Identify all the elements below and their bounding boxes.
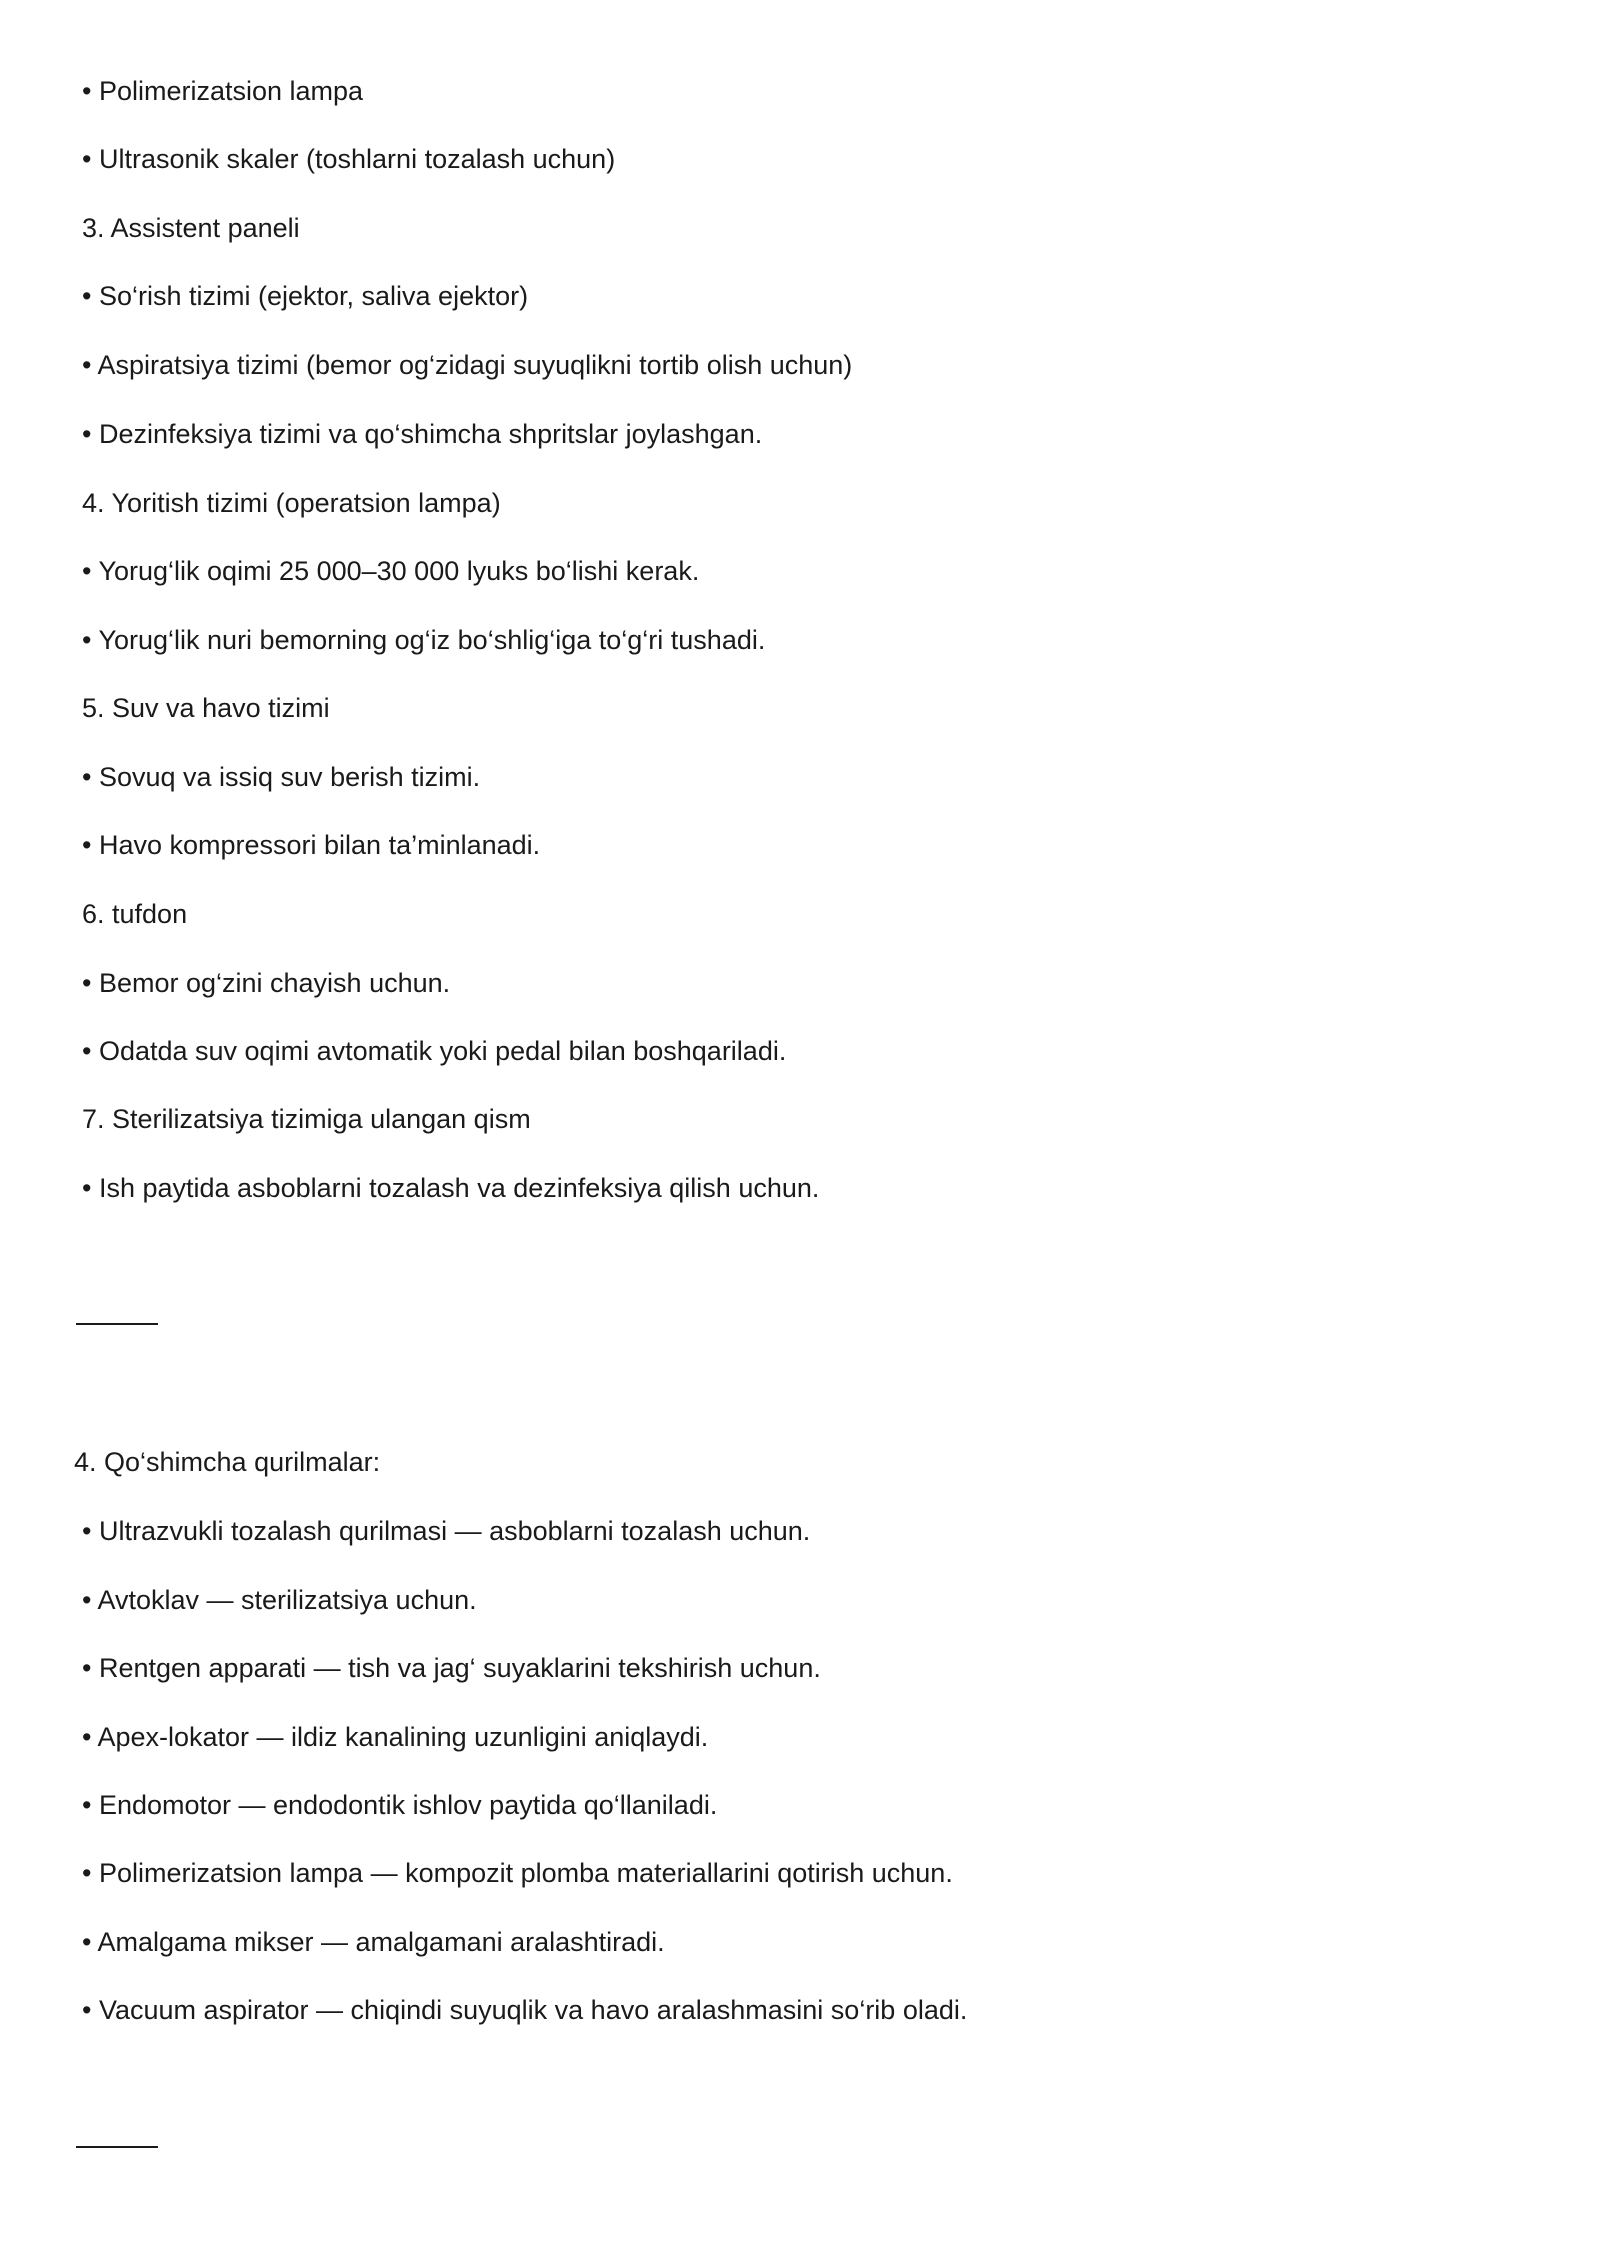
list-item: • Endomotor — endodontik ishlov paytida qo‘llaniladi. — [82, 1790, 718, 1820]
section-heading: 7. Sterilizatsiya tizimiga ulangan qism — [82, 1104, 531, 1134]
list-item: • Havo kompressori bilan ta’minlanadi. — [82, 830, 541, 860]
section-heading: 5. Suv va havo tizimi — [82, 693, 330, 723]
list-item: • Polimerizatsion lampa — kompozit plomba materiallarini qotirish uchun. — [82, 1858, 953, 1888]
section-heading: 4. Yoritish tizimi (operatsion lampa) — [82, 488, 501, 518]
section-heading: 3. Assistent paneli — [82, 213, 300, 243]
list-item: • Ultrasonik skaler (toshlarni tozalash uchun) — [82, 144, 616, 174]
list-item: • Sovuq va issiq suv berish tizimi. — [82, 762, 481, 792]
section-heading: 4. Qo‘shimcha qurilmalar: — [74, 1447, 381, 1477]
list-item: • Dezinfeksiya tizimi va qo‘shimcha shpritslar joylashgan. — [82, 419, 763, 449]
list-item: • Aspiratsiya tizimi (bemor og‘zidagi suyuqlikni tortib olish uchun) — [82, 350, 853, 380]
list-item: • So‘rish tizimi (ejektor, saliva ejektor) — [82, 281, 529, 311]
list-item: • Ultrazvukli tozalash qurilmasi — asboblarni tozalash uchun. — [82, 1516, 811, 1546]
list-item: • Yorug‘lik nuri bemorning og‘iz bo‘shlig‘iga to‘g‘ri tushadi. — [82, 625, 766, 655]
list-item: • Avtoklav — sterilizatsiya uchun. — [82, 1585, 477, 1615]
list-item: • Yorug‘lik oqimi 25 000–30 000 lyuks bo‘lishi kerak. — [82, 556, 700, 586]
list-item: • Polimerizatsion lampa — [82, 76, 364, 106]
section-heading: 6. tufdon — [82, 899, 188, 929]
list-item: • Amalgama mikser — amalgamani aralashtiradi. — [82, 1927, 665, 1957]
list-item: • Ish paytida asboblarni tozalash va dezinfeksiya qilish uchun. — [82, 1173, 820, 1203]
list-item: • Bemor og‘zini chayish uchun. — [82, 968, 451, 998]
horizontal-rule — [76, 1323, 158, 1325]
list-item: • Rentgen apparati — tish va jag‘ suyaklarini tekshirish uchun. — [82, 1653, 821, 1683]
list-item: • Vacuum aspirator — chiqindi suyuqlik va havo aralashmasini so‘rib oladi. — [82, 1995, 968, 2025]
list-item: • Odatda suv oqimi avtomatik yoki pedal bilan boshqariladi. — [82, 1036, 787, 1066]
horizontal-rule — [76, 2146, 158, 2148]
list-item: • Apex-lokator — ildiz kanalining uzunligini aniqlaydi. — [82, 1722, 709, 1752]
